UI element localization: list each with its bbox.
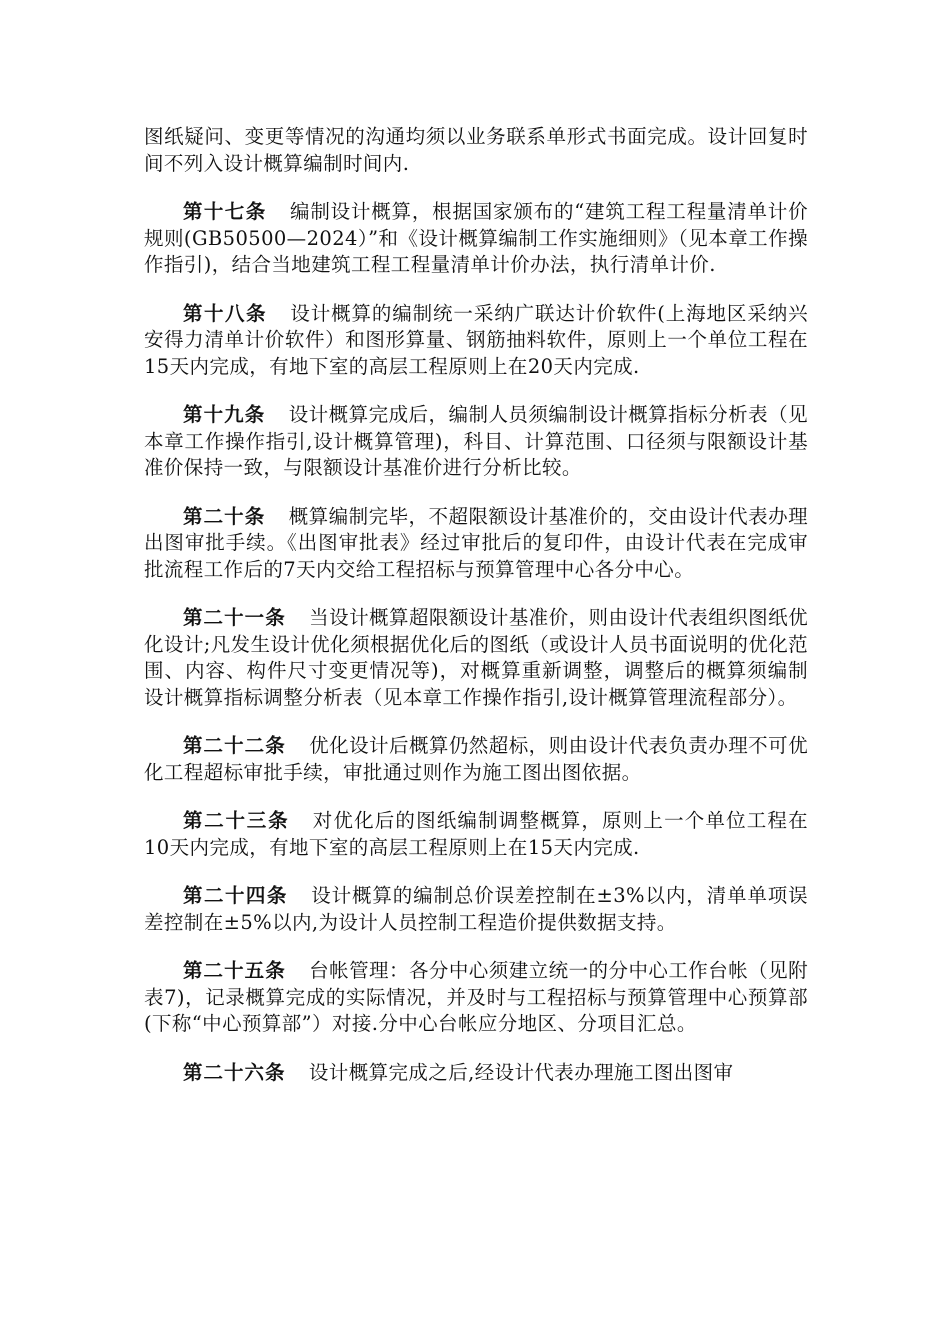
article-number: 第十八条 <box>183 301 267 325</box>
paragraph-text: 设计概算的编制统一采纳广联达计价软件(上海地区采纳兴安得力清单计价软件）和图形算量、钢筋抽料软件，原则上一个单位工程在15天内完成，有地下室的高层工程原则上在20天内完成. <box>144 301 808 378</box>
paragraph-text: 当设计概算超限额设计基准价，则由设计代表组织图纸优化设计;凡发生设计优化须根据优化后的图纸（或设计人员书面说明的优化范围、内容、构件尺寸变更情况等)，对概算重新调整，调整后的概算须编制设计概算指标调整分析表（见本章工作操作指引,设计概算管理流程部分）。 <box>144 606 808 709</box>
document-page <box>144 120 808 1108</box>
article-number: 第二十五条 <box>183 959 286 982</box>
paragraph-text: 概算编制完毕，不超限额设计基准价的，交由设计代表办理出图审批手续。《出图审批表》经过审批后的复印件，由设计代表在完成审批流程工作后的7天内交给工程招标与预算管理中心各分中心。 <box>144 504 808 581</box>
article-number: 第二十四条 <box>183 884 288 907</box>
article-22 <box>144 733 808 786</box>
article-20 <box>144 504 808 584</box>
paragraph-text: 设计概算的编制总价误差控制在±3%以内，清单单项误差控制在±5%以内,为设计人员控制工程造价提供数据支持。 <box>144 884 808 934</box>
article-number: 第二十二条 <box>183 734 286 757</box>
article-number: 第十九条 <box>183 403 266 426</box>
article-26 <box>144 1060 808 1087</box>
paragraph-text: 图纸疑问、变更等情况的沟通均须以业务联系单形式书面完成。设计回复时间不列入设计概算编制时间内. <box>144 125 808 175</box>
paragraph-text: 设计概算完成后，编制人员须编制设计概算指标分析表（见本章工作操作指引,设计概算管理)，科目、计算范围、口径须与限额设计基准价保持一致，与限额设计基准价进行分析比较。 <box>144 403 808 479</box>
article-18 <box>144 301 808 381</box>
article-number: 第二十三条 <box>183 809 290 832</box>
article-23 <box>144 808 808 861</box>
article-25 <box>144 958 808 1038</box>
article-17 <box>144 199 808 279</box>
paragraph-text: 编制设计概算，根据国家颁布的“建筑工程工程量清单计价规则(GB50500—2024）”和《设计概算编制工作实施细则》（见本章工作操作指引)，结合当地建筑工程工程量清单计价办法，执行清单计价. <box>144 200 808 276</box>
article-number: 第二十六条 <box>183 1060 286 1084</box>
article-24 <box>144 883 808 936</box>
article-21 <box>144 605 808 711</box>
article-number: 第二十条 <box>183 504 266 528</box>
paragraph-text: 台帐管理：各分中心须建立统一的分中心工作台帐（见附表7)，记录概算完成的实际情况，并及时与工程招标与预算管理中心预算部(下称“中心预算部”）对接.分中心台帐应分地区、分项目汇总。 <box>144 959 808 1035</box>
article-number: 第十七条 <box>183 200 267 223</box>
article-19 <box>144 402 808 482</box>
paragraph-text: 设计概算完成之后,经设计代表办理施工图出图审 <box>308 1060 734 1084</box>
paragraph-continuation <box>144 124 808 177</box>
article-number: 第二十一条 <box>183 606 286 629</box>
paragraph-text: 对优化后的图纸编制调整概算，原则上一个单位工程在10天内完成，有地下室的高层工程原则上在15天内完成. <box>144 809 808 859</box>
paragraph-text: 优化设计后概算仍然超标，则由设计代表负责办理不可优化工程超标审批手续，审批通过则作为施工图出图依据。 <box>144 734 808 784</box>
